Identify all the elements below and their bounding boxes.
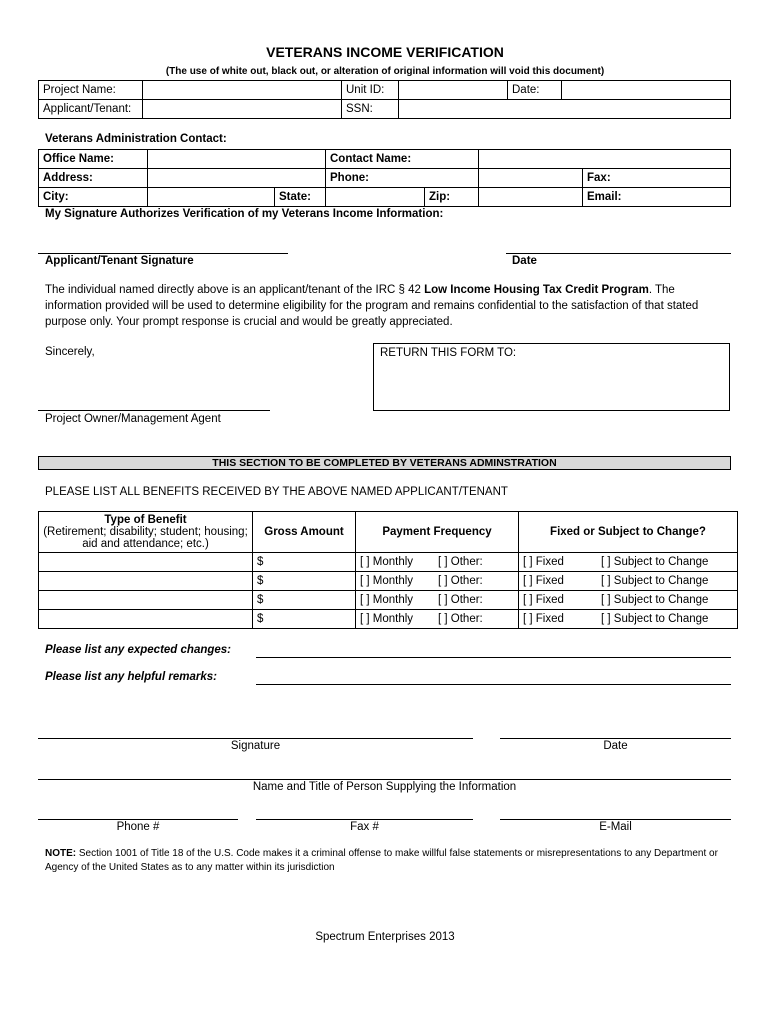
address-field[interactable] [148, 169, 326, 188]
expected-changes-line[interactable] [256, 657, 731, 658]
zip-field[interactable] [479, 188, 583, 207]
owner-signature-line[interactable] [38, 410, 270, 411]
subject-checkbox[interactable]: [ ] Subject to Change [597, 610, 738, 629]
paragraph-part1: The individual named directly above is an applicant/tenant of the IRC § 42 [45, 284, 425, 296]
note-text: Section 1001 of Title 18 of the U.S. Code makes it a criminal offense to make willful false statements or misrepresentations to any Department or Agency of the United States as to any matter within its jurisdiction [45, 848, 718, 873]
office-name-label: Office Name: [39, 150, 148, 169]
city-field[interactable] [148, 188, 275, 207]
project-name-field[interactable] [143, 81, 342, 100]
email-cell[interactable] [583, 188, 731, 207]
state-field[interactable] [326, 188, 425, 207]
footer: Spectrum Enterprises 2013 [315, 931, 455, 943]
address-label: Address: [39, 169, 148, 188]
fixed-checkbox[interactable]: [ ] Fixed [519, 553, 598, 572]
va-contact-table [38, 149, 731, 207]
return-form-box[interactable] [373, 343, 730, 411]
office-name-field[interactable] [148, 150, 326, 169]
fax-line[interactable] [256, 819, 473, 820]
table-row [39, 591, 738, 610]
monthly-checkbox[interactable]: [ ] Monthly [356, 572, 435, 591]
form-title: VETERANS INCOME VERIFICATION [266, 44, 504, 60]
benefit-type-field[interactable] [39, 610, 253, 629]
other-checkbox[interactable]: [ ] Other: [434, 610, 519, 629]
table-row [39, 610, 738, 629]
fixed-checkbox[interactable]: [ ] Fixed [519, 572, 598, 591]
helpful-remarks-line[interactable] [256, 684, 731, 685]
zip-label: Zip: [425, 188, 479, 207]
state-label: State: [275, 188, 326, 207]
applicant-field[interactable] [143, 100, 342, 119]
other-checkbox[interactable]: [ ] Other: [434, 553, 519, 572]
benefit-type-field[interactable] [39, 553, 253, 572]
authorize-text: My Signature Authorizes Verification of my Veterans Income Information: [45, 208, 444, 220]
fax-no-label: Fax # [350, 821, 379, 833]
city-label: City: [39, 188, 148, 207]
date-field[interactable] [562, 81, 731, 100]
col-fixed-or-change: Fixed or Subject to Change? [519, 512, 738, 553]
helpful-remarks-label: Please list any helpful remarks: [45, 671, 217, 683]
subject-checkbox[interactable]: [ ] Subject to Change [597, 572, 738, 591]
va-contact-heading: Veterans Administration Contact: [45, 133, 227, 145]
expected-changes-label: Please list any expected changes: [45, 644, 232, 656]
gross-amount-field[interactable]: $ [253, 591, 356, 610]
benefits-table [38, 511, 738, 629]
name-title-line[interactable] [38, 779, 731, 780]
applicant-signature-label: Applicant/Tenant Signature [45, 255, 194, 267]
legal-note [45, 847, 735, 875]
date2-line[interactable] [500, 738, 731, 739]
applicant-signature-line[interactable] [38, 253, 288, 254]
signature2-label: Signature [230, 740, 281, 752]
form-subtitle: (The use of white out, black out, or alteration of original information will void this document) [165, 66, 605, 77]
gross-amount-field[interactable]: $ [253, 572, 356, 591]
table-row [39, 572, 738, 591]
monthly-checkbox[interactable]: [ ] Monthly [356, 610, 435, 629]
benefit-type-field[interactable] [39, 591, 253, 610]
col-type-line3: aid and attendance; etc.) [82, 538, 209, 550]
unit-id-label: Unit ID: [342, 81, 399, 100]
phone-label: Phone: [326, 169, 479, 188]
note-label: NOTE: [45, 848, 77, 859]
subject-checkbox[interactable]: [ ] Subject to Change [597, 591, 738, 610]
list-benefits-instruction: PLEASE LIST ALL BENEFITS RECEIVED BY THE ABOVE NAMED APPLICANT/TENANT [45, 486, 508, 498]
signature2-line[interactable] [38, 738, 473, 739]
return-form-label: RETURN THIS FORM TO: [380, 347, 517, 359]
other-checkbox[interactable]: [ ] Other: [434, 572, 519, 591]
unit-id-field[interactable] [399, 81, 508, 100]
col-payment-frequency: Payment Frequency [356, 512, 519, 553]
col-type-of-benefit [39, 512, 253, 553]
ssn-field[interactable] [399, 100, 731, 119]
applicant-date-label: Date [512, 255, 537, 267]
contact-name-field[interactable] [479, 150, 731, 169]
email-no-label: E-Mail [599, 821, 632, 833]
email-line[interactable] [500, 819, 731, 820]
phone-line[interactable] [38, 819, 238, 820]
name-title-label: Name and Title of Person Supplying the Information [252, 781, 517, 793]
subject-checkbox[interactable]: [ ] Subject to Change [597, 553, 738, 572]
phone-no-label: Phone # [116, 821, 160, 833]
applicant-date-line[interactable] [506, 253, 731, 254]
col-type-line1: Type of Benefit [104, 514, 187, 526]
table-row [39, 553, 738, 572]
fixed-checkbox[interactable]: [ ] Fixed [519, 591, 598, 610]
date2-label: Date [603, 740, 628, 752]
contact-name-label: Contact Name: [326, 150, 479, 169]
gross-amount-field[interactable]: $ [253, 610, 356, 629]
monthly-checkbox[interactable]: [ ] Monthly [356, 553, 435, 572]
other-checkbox[interactable]: [ ] Other: [434, 591, 519, 610]
owner-agent-label: Project Owner/Management Agent [45, 413, 221, 425]
benefit-type-field[interactable] [39, 572, 253, 591]
project-name-label: Project Name: [39, 81, 143, 100]
fax-label: Fax: [587, 172, 611, 184]
date-label: Date: [508, 81, 562, 100]
sincerely: Sincerely, [45, 346, 95, 358]
intro-paragraph [45, 282, 725, 330]
paragraph-part2: . The information provided will be used to determine eligibility for the program and remains confidential to the satisfaction of that stated purpose only. Your prompt response is crucial and would be greatly appreciated. [45, 284, 699, 328]
program-name: Low Income Housing Tax Credit Program [424, 284, 649, 296]
section-bar: THIS SECTION TO BE COMPLETED BY VETERANS ADMINSTRATION [38, 456, 731, 470]
monthly-checkbox[interactable]: [ ] Monthly [356, 591, 435, 610]
email-label: Email: [587, 191, 622, 203]
gross-amount-field[interactable]: $ [253, 553, 356, 572]
applicant-label: Applicant/Tenant: [39, 100, 143, 119]
fixed-checkbox[interactable]: [ ] Fixed [519, 610, 598, 629]
col-type-line2: (Retirement; disability; student; housing; [43, 526, 248, 538]
col-gross-amount: Gross Amount [253, 512, 356, 553]
project-info-table [38, 80, 731, 119]
ssn-label: SSN: [342, 100, 399, 119]
phone-field[interactable] [479, 169, 583, 188]
fax-cell[interactable] [583, 169, 731, 188]
